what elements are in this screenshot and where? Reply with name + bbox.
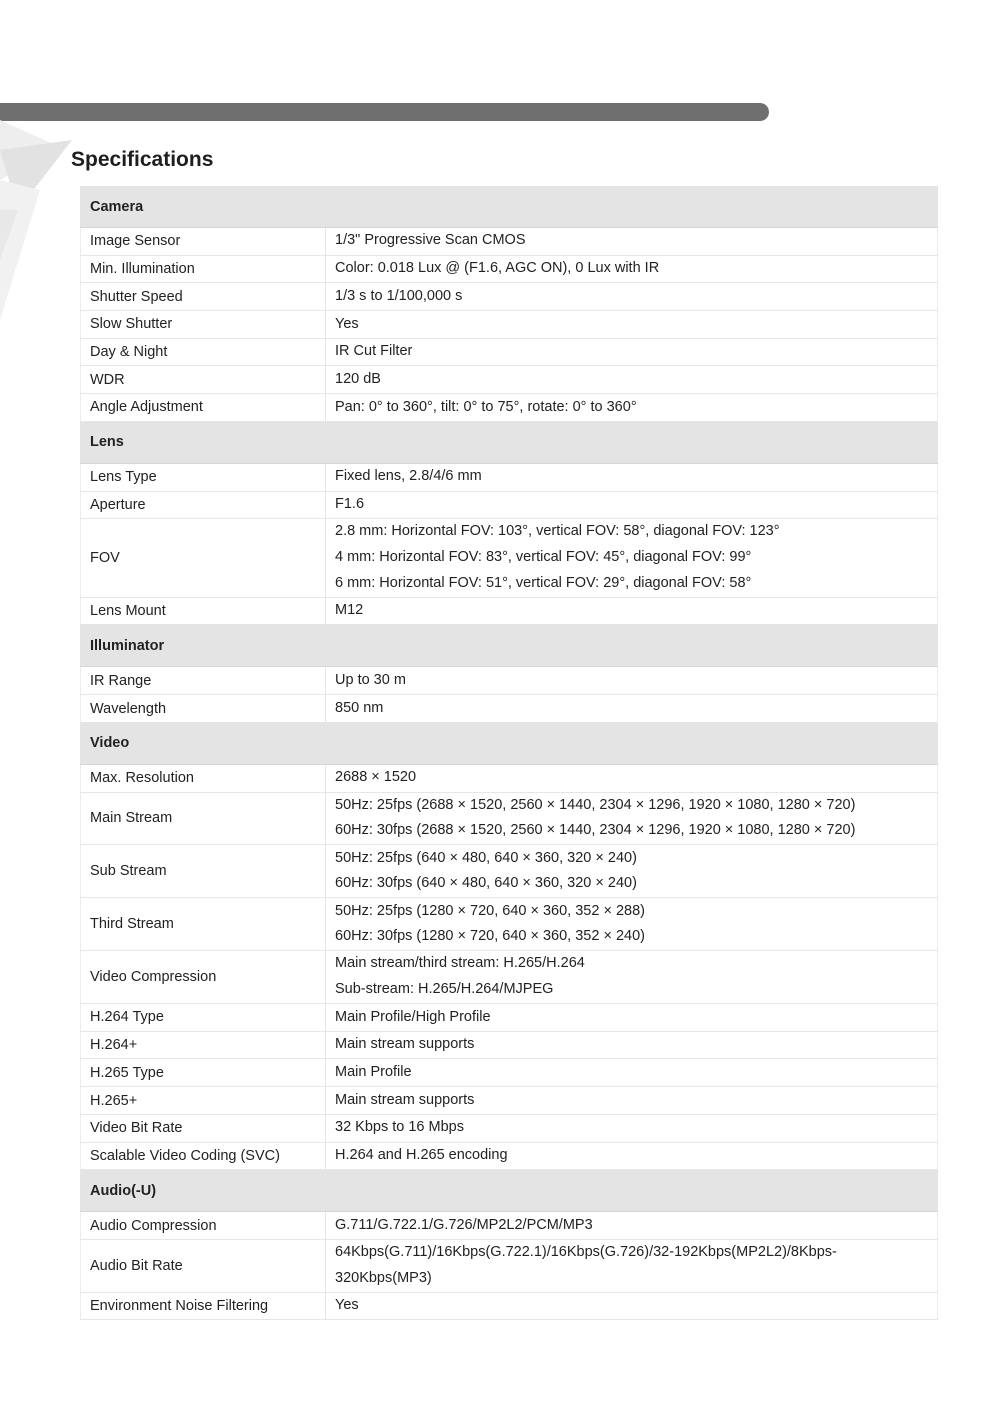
spec-value <box>326 598 937 625</box>
spec-value <box>326 519 937 597</box>
spec-label: Environment Noise Filtering <box>81 1293 326 1320</box>
spec-label: Shutter Speed <box>81 283 326 310</box>
spec-label: H.265+ <box>81 1087 326 1114</box>
spec-value-line: 60Hz: 30fps (2688 × 1520, 2560 × 1440, 2304 × 1296, 1920 × 1080, 1280 × 720) <box>335 822 856 839</box>
spec-value <box>326 1115 937 1142</box>
spec-label: H.264+ <box>81 1032 326 1059</box>
spec-label: IR Range <box>81 667 326 694</box>
spec-value-line: IR Cut Filter <box>335 343 413 360</box>
spec-row <box>80 1240 938 1293</box>
spec-value <box>326 283 937 310</box>
section-header: Camera <box>80 186 938 228</box>
header-bar <box>0 103 769 121</box>
spec-label: Audio Compression <box>81 1212 326 1239</box>
spec-row <box>80 598 938 626</box>
spec-value <box>326 898 937 950</box>
spec-value <box>326 1059 937 1086</box>
spec-row <box>80 228 938 256</box>
spec-label: Day & Night <box>81 339 326 366</box>
spec-value <box>326 366 937 393</box>
spec-row <box>80 1143 938 1171</box>
spec-row <box>80 283 938 311</box>
spec-value <box>326 765 937 792</box>
spec-value-line: 120 dB <box>335 370 381 387</box>
spec-value-line: Pan: 0° to 360°, tilt: 0° to 75°, rotate: 0° to 360° <box>335 398 637 415</box>
spec-value-line: M12 <box>335 602 364 619</box>
decorative-star-graphic <box>0 120 80 330</box>
spec-value-line: H.264 and H.265 encoding <box>335 1147 508 1164</box>
spec-value-line: 320Kbps(MP3) <box>335 1269 432 1286</box>
spec-value <box>326 1293 937 1320</box>
spec-value <box>326 667 937 694</box>
spec-row <box>80 951 938 1004</box>
spec-label: Wavelength <box>81 695 326 722</box>
spec-value-line: Main stream supports <box>335 1036 475 1053</box>
spec-value-line: 60Hz: 30fps (1280 × 720, 640 × 360, 352 × 240) <box>335 928 645 945</box>
spec-label: Scalable Video Coding (SVC) <box>81 1143 326 1170</box>
spec-row <box>80 464 938 492</box>
spec-value-line: Yes <box>335 1297 359 1314</box>
section-header: Lens <box>80 422 938 464</box>
spec-row <box>80 1293 938 1321</box>
spec-row <box>80 1032 938 1060</box>
spec-value-line: Main stream/third stream: H.265/H.264 <box>335 955 585 972</box>
section-header: Audio(-U) <box>80 1170 938 1212</box>
spec-label: Image Sensor <box>81 228 326 255</box>
spec-value <box>326 951 937 1003</box>
spec-label: Sub Stream <box>81 845 326 897</box>
spec-value-line: Up to 30 m <box>335 671 406 688</box>
spec-value <box>326 1087 937 1114</box>
spec-label: Slow Shutter <box>81 311 326 338</box>
section-header: Video <box>80 723 938 765</box>
spec-value <box>326 228 937 255</box>
spec-row <box>80 492 938 520</box>
spec-row <box>80 256 938 284</box>
spec-row <box>80 1059 938 1087</box>
spec-label: Min. Illumination <box>81 256 326 283</box>
spec-row <box>80 1004 938 1032</box>
spec-value <box>326 845 937 897</box>
spec-value-line: Color: 0.018 Lux @ (F1.6, AGC ON), 0 Lux with IR <box>335 260 660 277</box>
spec-value-line: Sub-stream: H.265/H.264/MJPEG <box>335 981 554 998</box>
spec-label: Video Bit Rate <box>81 1115 326 1142</box>
spec-label: Lens Mount <box>81 598 326 625</box>
spec-row <box>80 898 938 951</box>
spec-value-line: 64Kbps(G.711)/16Kbps(G.722.1)/16Kbps(G.726)/32-192Kbps(MP2L2)/8Kbps- <box>335 1244 837 1261</box>
spec-value-line: 60Hz: 30fps (640 × 480, 640 × 360, 320 × 240) <box>335 875 637 892</box>
spec-row <box>80 765 938 793</box>
spec-value <box>326 1240 937 1292</box>
spec-row <box>80 1212 938 1240</box>
spec-value-line: Main Profile/High Profile <box>335 1008 491 1025</box>
spec-value-line: 1/3 s to 1/100,000 s <box>335 287 463 304</box>
spec-value <box>326 311 937 338</box>
spec-value-line: F1.6 <box>335 495 365 512</box>
spec-value-line: 50Hz: 25fps (2688 × 1520, 2560 × 1440, 2304 × 1296, 1920 × 1080, 1280 × 720) <box>335 796 856 813</box>
spec-label: WDR <box>81 366 326 393</box>
page-title: Specifications <box>71 148 214 171</box>
spec-label: Third Stream <box>81 898 326 950</box>
spec-value-line: 50Hz: 25fps (1280 × 720, 640 × 360, 352 × 288) <box>335 902 645 919</box>
spec-value-line: Fixed lens, 2.8/4/6 mm <box>335 468 482 485</box>
spec-value-line: 50Hz: 25fps (640 × 480, 640 × 360, 320 × 240) <box>335 849 637 866</box>
spec-row <box>80 366 938 394</box>
spec-value <box>326 339 937 366</box>
spec-label: Video Compression <box>81 951 326 1003</box>
spec-value <box>326 492 937 519</box>
spec-value <box>326 1032 937 1059</box>
spec-value-line: 850 nm <box>335 699 384 716</box>
spec-value-line: G.711/G.722.1/G.726/MP2L2/PCM/MP3 <box>335 1216 593 1233</box>
specifications-table <box>80 186 938 1320</box>
spec-label: Aperture <box>81 492 326 519</box>
spec-label: H.265 Type <box>81 1059 326 1086</box>
spec-row <box>80 519 938 598</box>
spec-label: Angle Adjustment <box>81 394 326 421</box>
spec-row <box>80 1087 938 1115</box>
spec-row <box>80 793 938 846</box>
spec-row <box>80 695 938 723</box>
spec-label: Main Stream <box>81 793 326 845</box>
spec-value-line: 1/3" Progressive Scan CMOS <box>335 232 526 249</box>
spec-value <box>326 1143 937 1170</box>
spec-value-line: 2.8 mm: Horizontal FOV: 103°, vertical FOV: 58°, diagonal FOV: 123° <box>335 523 780 540</box>
spec-row <box>80 1115 938 1143</box>
spec-row <box>80 394 938 422</box>
spec-row <box>80 845 938 898</box>
spec-value-line: 2688 × 1520 <box>335 769 417 786</box>
spec-value <box>326 256 937 283</box>
spec-value-line: 32 Kbps to 16 Mbps <box>335 1119 464 1136</box>
spec-label: H.264 Type <box>81 1004 326 1031</box>
spec-label: Audio Bit Rate <box>81 1240 326 1292</box>
spec-label: FOV <box>81 519 326 597</box>
spec-value-line: Main Profile <box>335 1063 412 1080</box>
section-header: Illuminator <box>80 625 938 667</box>
spec-row <box>80 339 938 367</box>
spec-value <box>326 1004 937 1031</box>
spec-row <box>80 667 938 695</box>
spec-value-line: Main stream supports <box>335 1091 475 1108</box>
spec-label: Max. Resolution <box>81 765 326 792</box>
spec-value <box>326 394 937 421</box>
spec-value <box>326 464 937 491</box>
spec-value-line: Yes <box>335 315 359 332</box>
spec-row <box>80 311 938 339</box>
spec-value-line: 6 mm: Horizontal FOV: 51°, vertical FOV: 29°, diagonal FOV: 58° <box>335 574 752 591</box>
spec-value <box>326 1212 937 1239</box>
spec-label: Lens Type <box>81 464 326 491</box>
spec-value-line: 4 mm: Horizontal FOV: 83°, vertical FOV: 45°, diagonal FOV: 99° <box>335 549 752 566</box>
spec-value <box>326 793 937 845</box>
spec-value <box>326 695 937 722</box>
